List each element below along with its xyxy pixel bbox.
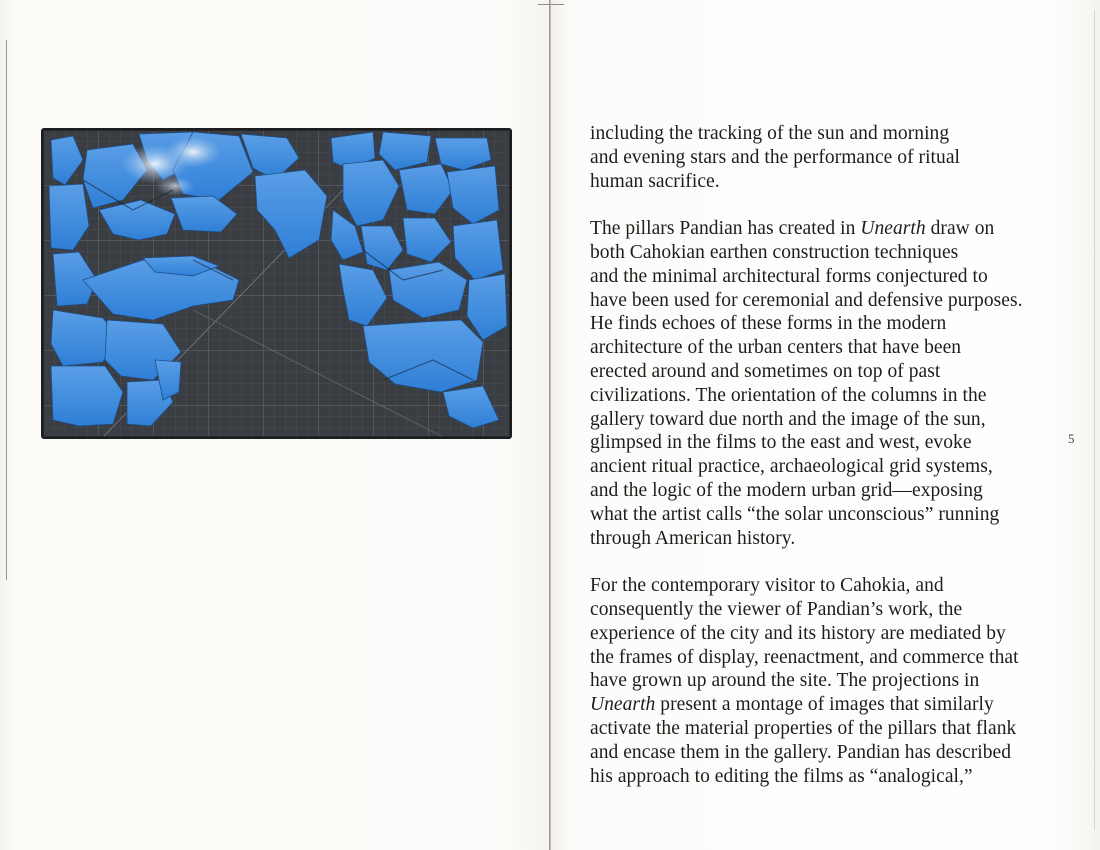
text-line: He finds echoes of these forms in the modern xyxy=(590,313,947,335)
body-text xyxy=(590,122,1070,812)
text-line: experience of the city and its history are mediated by xyxy=(590,622,1006,644)
text-line: have grown up around the site. The projections in xyxy=(590,670,980,692)
text-line: and the minimal architectural forms conjectured to xyxy=(590,265,988,287)
text-line: both Cahokian earthen construction techniques xyxy=(590,241,959,263)
shattered-mirror-image xyxy=(43,130,510,437)
paragraph xyxy=(590,217,1070,550)
text-span: present a montage of images that similarly xyxy=(655,694,994,716)
artwork-photograph xyxy=(41,128,512,439)
text-line: activate the material properties of the pillars that flank xyxy=(590,717,1017,739)
text-line: architecture of the urban centers that have been xyxy=(590,337,962,359)
text-line: what the artist calls “the solar unconscious” running xyxy=(590,503,1000,525)
paragraph xyxy=(590,122,1070,193)
text-span: The pillars Pandian has created in xyxy=(590,218,861,240)
text-span: draw on xyxy=(925,218,995,240)
text-line: erected around and sometimes on top of past xyxy=(590,360,941,382)
page-number: 5 xyxy=(1068,431,1075,446)
text-line: his approach to editing the films as “analogical,” xyxy=(590,765,973,787)
italic-title: Unearth xyxy=(590,694,656,716)
text-line: civilizations. The orientation of the columns in the xyxy=(590,384,987,406)
text-line: consequently the viewer of Pandian’s work, the xyxy=(590,598,963,620)
text-line: and evening stars and the performance of ritual xyxy=(590,146,960,168)
text-line: through American history. xyxy=(590,527,796,549)
text-line: including the tracking of the sun and morning xyxy=(590,123,950,144)
text-line: gallery toward due north and the image of the sun, xyxy=(590,408,986,430)
text-line: and the logic of the modern urban grid—exposing xyxy=(590,479,983,501)
text-line xyxy=(590,693,1070,717)
paragraph xyxy=(590,574,1070,788)
text-line: and encase them in the gallery. Pandian has described xyxy=(590,741,1012,763)
text-line: human sacrifice. xyxy=(590,170,720,192)
italic-title: Unearth xyxy=(860,218,926,240)
text-line: glimpsed in the films to the east and west, evoke xyxy=(590,432,972,454)
text-line: For the contemporary visitor to Cahokia, and xyxy=(590,575,944,597)
gutter-mark xyxy=(538,4,564,5)
text-line: the frames of display, reenactment, and commerce that xyxy=(590,646,1019,668)
text-line xyxy=(590,217,1070,241)
right-page-edge xyxy=(1094,10,1095,830)
left-page-edge xyxy=(6,40,7,580)
book-gutter xyxy=(549,0,551,850)
text-line: have been used for ceremonial and defensive purposes. xyxy=(590,289,1023,311)
text-line: ancient ritual practice, archaeological grid systems, xyxy=(590,456,993,478)
